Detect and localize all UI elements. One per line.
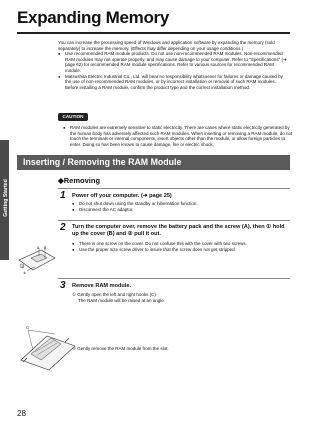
intro-block xyxy=(58,40,290,90)
step-divider xyxy=(58,188,290,189)
side-section-tab xyxy=(0,140,9,260)
title-divider xyxy=(17,32,290,34)
figure-label-c: C xyxy=(26,325,29,330)
step-bullet: ● Use the proper size screw driver to insure that the screw does not get stripped. xyxy=(72,247,286,253)
step-body xyxy=(72,201,286,212)
step-title: Remove RAM module. xyxy=(72,283,132,289)
step-number: 2 xyxy=(60,222,66,233)
step-title: Power off your computer. (➔ page 25) xyxy=(72,193,172,199)
step-instruction-note: The RAM module will be raised at an angle. xyxy=(78,298,166,303)
caution-text: ● RAM modules are extremely sensitive to static electricity. There are cases where static electricity generated by the human body has adversely affected such RAM modules. When inserting or removing a RAM module, do not touch the terminals or internal components, insert objects other than the module, or allow foreign particles to enter. Doing so has been known to cause damage, fire or electric shock. xyxy=(63,125,296,147)
step-instruction: ① Gently open the left and right hooks (C). xyxy=(72,292,158,297)
step-body xyxy=(72,241,286,252)
step-instruction: ② Gently remove the RAM module from the slot. xyxy=(72,346,169,351)
page-title: Expanding Memory xyxy=(17,8,170,27)
step-divider xyxy=(58,278,290,279)
figure-label-b: B xyxy=(44,246,47,250)
step-number: 3 xyxy=(60,280,66,291)
side-tab-label: Getting Started xyxy=(3,179,9,217)
subsection-heading: ◆Removing xyxy=(58,176,101,185)
ram-removal-figure xyxy=(17,320,79,372)
intro-bullet: ● Use recommended RAM module products. Do not use non-recommended RAM modules. Non-recommended RAM modules may not operate properly, and may cause damage to your computer. Refer to "Specifications" (➔ page 62) for recommended RAM module specifications. Refer to various sources for recommended RAM module. xyxy=(58,51,290,73)
caution-badge: CAUTION xyxy=(58,113,88,121)
step-divider xyxy=(58,220,290,221)
step-bullet: ● Do not shut down using the standby or hibernation function. xyxy=(72,201,286,207)
cover-removal-figure xyxy=(17,246,57,276)
intro-bullet: ● Matsushita Electric Industrial Co., Ltd. will bear no responsibility whatsoever for failures or damage caused by the use of non-recommended RAM modules, or by incorrect installation or removal of such RAM modules. Before installing a RAM module, confirm the product type and the correct installation method. xyxy=(58,74,290,91)
step-bullet: ● Disconnect the AC adaptor. xyxy=(72,207,286,213)
step-number: 1 xyxy=(60,190,66,201)
figure-label-two: ② xyxy=(23,271,27,275)
figure-label-a: A xyxy=(37,246,40,250)
figure-label-one: ① xyxy=(21,264,24,269)
section-banner: Inserting / Removing the RAM Module xyxy=(17,155,290,170)
step-bullet: ● There is one screw on the cover. Do not confuse this with the cover with two screws. xyxy=(72,241,286,247)
page-number: 28 xyxy=(17,409,26,418)
step-title: Turn the computer over, remove the battery pack and the screw (A), then ① hold up the cover (B) and ② pull it out. xyxy=(72,224,285,237)
intro-paragraph: You can increase the processing speed of Windows and application software by expanding the memory (sold separately) to increase the memory. (Effects may differ depending on your usage conditions.) xyxy=(58,40,275,51)
